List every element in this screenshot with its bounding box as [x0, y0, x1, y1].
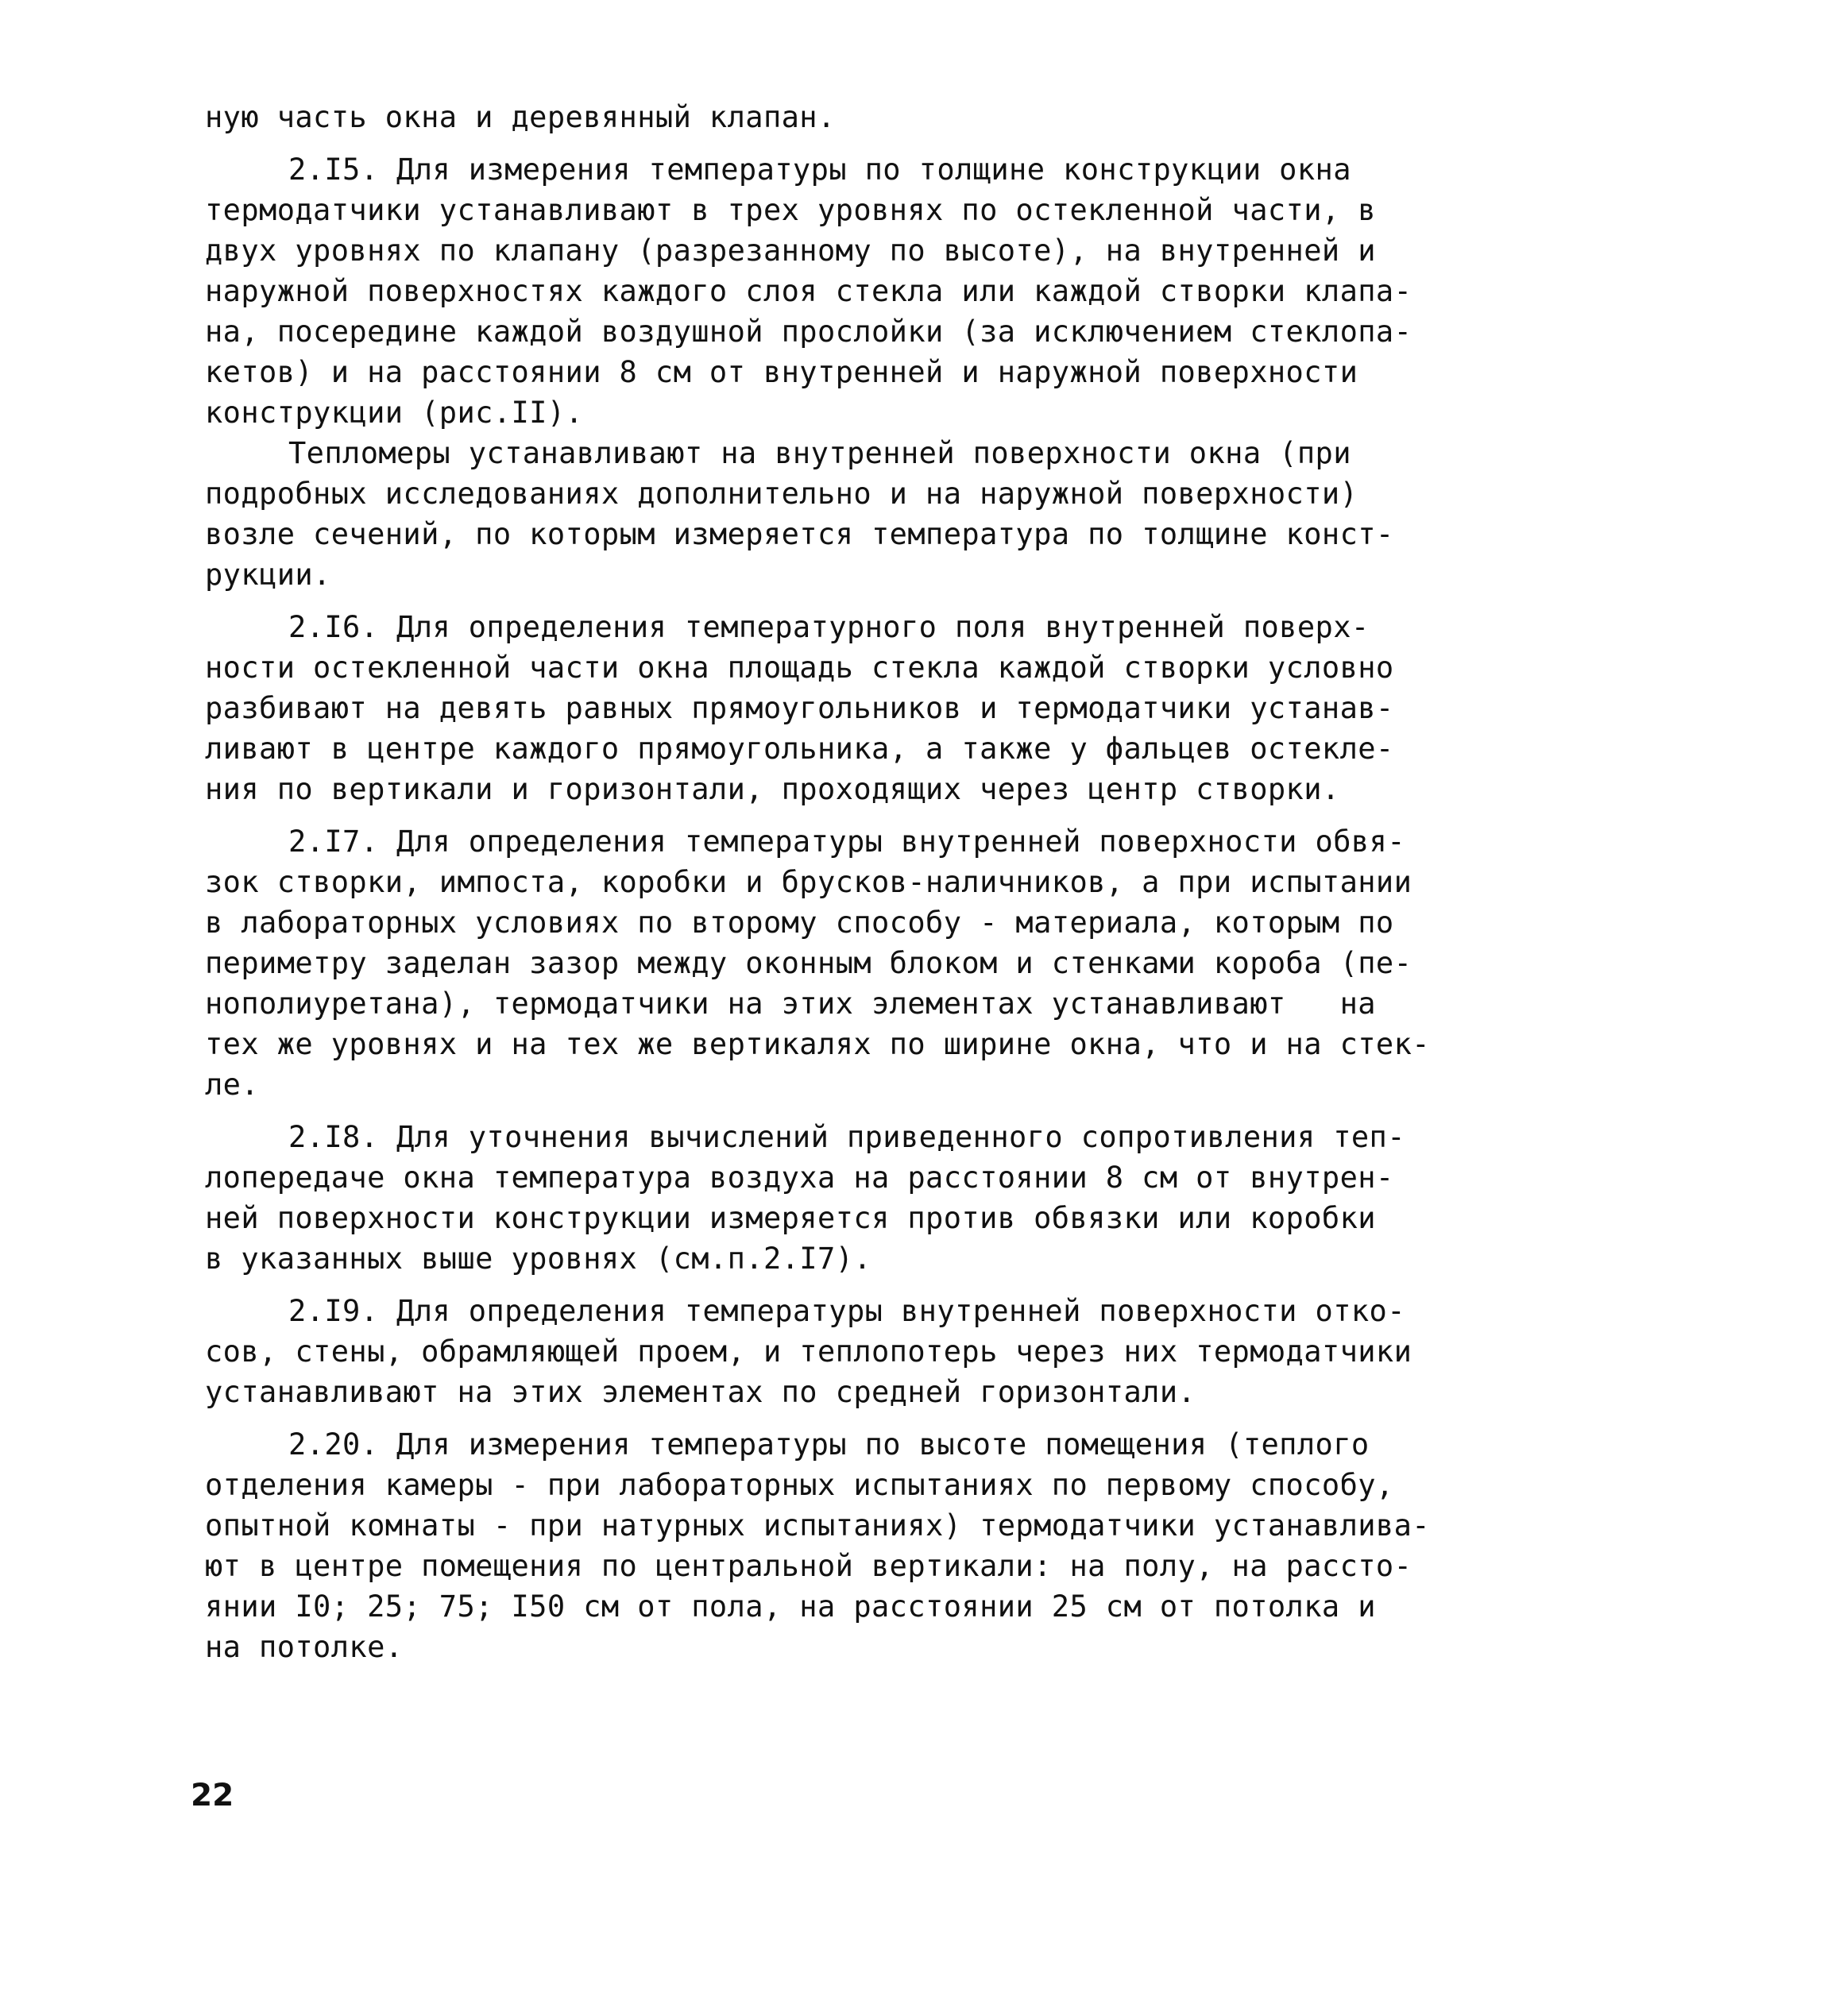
body-text [205, 97, 1430, 1667]
paragraph-2-17 [205, 821, 1430, 1105]
text-line: отделения камеры - при лабораторных испытаниях по первому способу, [205, 1468, 1394, 1502]
text-line: ния по вертикали и горизонтали, проходящих через центр створки. [205, 772, 1340, 806]
text-line: сов, стены, обрамляющей проем, и теплопотерь через них термодатчики [205, 1334, 1412, 1369]
paragraph-heat-flux-meters [205, 433, 1394, 595]
text-line: в лабораторных условиях по второму способу - материала, которым по [205, 906, 1394, 940]
paragraph-2-19 [205, 1291, 1412, 1412]
text-line: Тепломеры устанавливают на внутренней поверхности окна (при [288, 436, 1351, 470]
text-line: устанавливают на этих элементах по средней горизонтали. [205, 1375, 1196, 1409]
text-line: 2.I9. Для определения температуры внутренней поверхности отко- [288, 1294, 1405, 1328]
text-line: периметру заделан зазор между оконным блоком и стенками короба (пе- [205, 946, 1412, 980]
text-line: 2.I7. Для определения температуры внутренней поверхности обвя- [288, 825, 1405, 859]
paragraph-2-15 [205, 149, 1412, 433]
text-line: 2.I5. Для измерения температуры по толщине конструкции окна [288, 153, 1351, 187]
text-line: в указанных выше уровнях (см.п.2.I7). [205, 1242, 872, 1276]
text-line: 2.20. Для измерения температуры по высоте помещения (теплого [288, 1427, 1370, 1462]
text-line: двух уровнях по клапану (разрезанному по высоте), на внутренней и [205, 234, 1376, 268]
text-line: конструкции (рис.II). [205, 396, 584, 430]
text-line: на потолке. [205, 1630, 404, 1664]
paragraph-2-20 [205, 1424, 1430, 1667]
text-line: ле. [205, 1068, 260, 1102]
text-line: на, посередине каждой воздушной прослойки (за исключением стеклопа- [205, 315, 1412, 349]
text-line: рукции. [205, 558, 331, 592]
text-line: зок створки, импоста, коробки и брусков-наличников, а при испытании [205, 865, 1412, 899]
text-line: янии I0; 25; 75; I50 см от пола, на расстоянии 25 см от потолка и [205, 1589, 1376, 1624]
page-number: 22 [191, 1778, 234, 1813]
text-line: 2.I6. Для определения температурного поля внутренней поверх- [288, 610, 1370, 644]
text-line: подробных исследованиях дополнительно и на наружной поверхности) [205, 477, 1358, 511]
text-line: ливают в центре каждого прямоугольника, а также у фальцев остекле- [205, 732, 1394, 766]
text-line: нополиуретана), термодатчики на этих элементах устанавливают на [205, 987, 1376, 1021]
text-line: ют в центре помещения по центральной вертикали: на полу, на рассто- [205, 1549, 1412, 1583]
paragraph-2-18 [205, 1117, 1405, 1279]
text-line: разбивают на девять равных прямоугольников и термодатчики устанав- [205, 691, 1394, 725]
text-line: лопередаче окна температура воздуха на расстоянии 8 см от внутрен- [205, 1161, 1394, 1195]
text-line: тех же уровнях и на тех же вертикалях по ширине окна, что и на стек- [205, 1027, 1430, 1061]
text-line: кетов) и на расстоянии 8 см от внутренней и наружной поверхности [205, 355, 1358, 389]
text-line: возле сечений, по которым измеряется температура по толщине конст- [205, 517, 1394, 551]
text-line: термодатчики устанавливают в трех уровнях по остекленной части, в [205, 193, 1376, 227]
paragraph-continuation [205, 97, 1365, 137]
text-line: опытной комнаты - при натурных испытаниях) термодатчики устанавлива- [205, 1508, 1430, 1543]
text-line: ней поверхности конструкции измеряется против обвязки или коробки [205, 1201, 1376, 1235]
text-line: ности остекленной части окна площадь стекла каждой створки условно [205, 651, 1394, 685]
text-line: ную часть окна и деревянный клапан. [205, 100, 836, 134]
text-line: наружной поверхностях каждого слоя стекла или каждой створки клапа- [205, 274, 1412, 308]
paragraph-2-16 [205, 607, 1394, 809]
text-line: 2.I8. Для уточнения вычислений приведенного сопротивления теп- [288, 1120, 1405, 1154]
